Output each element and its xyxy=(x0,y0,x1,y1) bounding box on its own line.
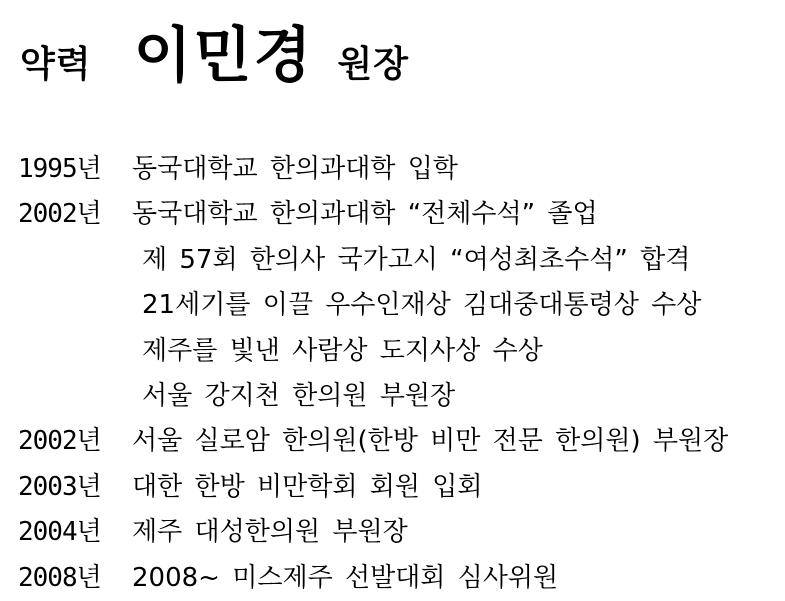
history-year: 1995년 xyxy=(18,154,101,184)
history-text: 제주 대성한의원 부원장 xyxy=(132,517,408,548)
history-year: 2003년 xyxy=(18,471,101,502)
history-year: 2002년 xyxy=(18,426,101,457)
history-entry xyxy=(18,283,780,328)
history-year xyxy=(18,329,132,374)
history-year: 2004년 xyxy=(18,517,101,548)
history-year: 2008년 xyxy=(18,562,101,593)
career-history-list xyxy=(18,147,780,601)
section-label: 약력 xyxy=(20,44,92,85)
history-text: 동국대학교 한의과대학 입학 xyxy=(132,154,458,184)
person-role: 원장 xyxy=(337,44,410,85)
history-year: 2002년 xyxy=(18,199,101,230)
history-year xyxy=(18,238,132,283)
history-year xyxy=(18,374,132,419)
history-text: 동국대학교 한의과대학 “전체수석” 졸업 xyxy=(132,199,598,230)
history-text: 21세기를 이끌 우수인재상 김대중대통령상 수상 xyxy=(142,290,702,321)
history-entry xyxy=(18,465,780,510)
history-entry xyxy=(18,329,780,374)
history-entry xyxy=(18,238,780,283)
person-name: 이민경 xyxy=(133,21,314,91)
history-entry xyxy=(18,510,780,555)
history-entry xyxy=(18,192,780,237)
history-text: 2008~ 미스제주 선발대회 심사위원 xyxy=(132,562,559,593)
history-entry xyxy=(18,374,780,419)
history-year xyxy=(18,283,132,328)
history-text: 서울 강지천 한의원 부원장 xyxy=(142,380,456,411)
profile-header xyxy=(20,8,410,91)
history-entry xyxy=(18,419,780,464)
history-entry xyxy=(18,147,780,192)
history-text: 서울 실로암 한의원(한방 비만 전문 한의원) 부원장 xyxy=(132,426,729,457)
history-text: 대한 한방 비만학회 회원 입회 xyxy=(132,471,483,502)
history-text: 제주를 빛낸 사람상 도지사상 수상 xyxy=(142,335,543,366)
history-entry xyxy=(18,556,780,601)
history-text: 제 57회 한의사 국가고시 “여성최초수석” 합격 xyxy=(142,244,691,275)
